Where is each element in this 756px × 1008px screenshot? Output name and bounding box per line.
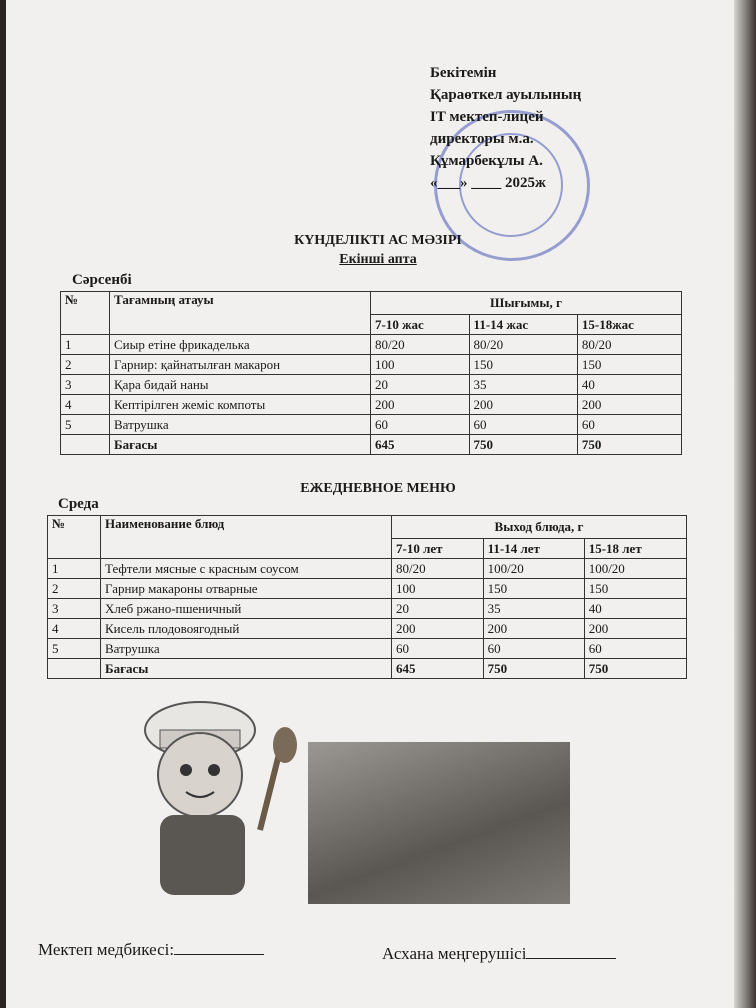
column-header-output: Шығымы, г (371, 292, 682, 315)
price-value: 750 (483, 659, 584, 679)
portion-value: 200 (392, 619, 484, 639)
signature-line (526, 944, 616, 959)
portion-value: 200 (469, 395, 577, 415)
price-row (48, 659, 687, 679)
row-number: 2 (48, 579, 101, 599)
table-row (61, 335, 682, 355)
table-row (48, 599, 687, 619)
price-value: 750 (577, 435, 681, 455)
rus-day-label: Среда (58, 496, 99, 512)
table-row (48, 559, 687, 579)
dish-name: Сиыр етіне фрикаделька (110, 335, 371, 355)
portion-value: 150 (577, 355, 681, 375)
price-value: 645 (392, 659, 484, 679)
price-value: 750 (469, 435, 577, 455)
food-products-photo (308, 742, 570, 904)
portion-value: 20 (371, 375, 470, 395)
table-header-row (48, 516, 687, 539)
approval-line: Бекітемін (430, 65, 497, 81)
portion-value: 40 (577, 375, 681, 395)
table-row (48, 579, 687, 599)
dish-name: Кисель плодовоягодный (101, 619, 392, 639)
approval-line: Қараөткел ауылының (430, 87, 582, 103)
portion-value: 80/20 (577, 335, 681, 355)
dish-name: Хлеб ржано-пшеничный (101, 599, 392, 619)
kaz-menu-table (60, 291, 682, 455)
price-label: Бағасы (101, 659, 392, 679)
row-number-empty (61, 435, 110, 455)
price-label: Бағасы (110, 435, 371, 455)
row-number-empty (48, 659, 101, 679)
portion-value: 60 (577, 415, 681, 435)
age-header: 15-18жас (577, 315, 681, 335)
nurse-signature-label: Мектеп медбикесі: (38, 940, 175, 959)
table-row (48, 639, 687, 659)
dish-name: Гарнир: қайнатылған макарон (110, 355, 371, 375)
dish-name: Ватрушка (101, 639, 392, 659)
table-header-row (61, 292, 682, 315)
age-header: 15-18 лет (584, 539, 686, 559)
approval-date: «___» ____ 2025ж (430, 175, 546, 191)
table-row (61, 355, 682, 375)
row-number: 3 (48, 599, 101, 619)
portion-value: 35 (469, 375, 577, 395)
column-header-number: № (48, 516, 101, 559)
dish-name: Тефтели мясные с красным соусом (101, 559, 392, 579)
portion-value: 150 (469, 355, 577, 375)
row-number: 3 (61, 375, 110, 395)
rus-menu-table (47, 515, 687, 679)
approval-line: Құмарбекұлы А. (430, 153, 543, 169)
row-number: 1 (61, 335, 110, 355)
row-number: 4 (48, 619, 101, 639)
portion-value: 200 (584, 619, 686, 639)
table-row (48, 619, 687, 639)
chef-boy-illustration (120, 690, 310, 900)
column-header-dish: Наименование блюд (101, 516, 392, 559)
portion-value: 20 (392, 599, 484, 619)
price-row (61, 435, 682, 455)
dish-name: Ватрушка (110, 415, 371, 435)
age-header: 7-10 лет (392, 539, 484, 559)
portion-value: 200 (371, 395, 470, 415)
row-number: 2 (61, 355, 110, 375)
portion-value: 200 (577, 395, 681, 415)
signature-line (174, 940, 264, 955)
row-number: 4 (61, 395, 110, 415)
dish-name: Гарнир макароны отварные (101, 579, 392, 599)
row-number: 5 (48, 639, 101, 659)
portion-value: 60 (392, 639, 484, 659)
kaz-day-label: Сәрсенбі (72, 272, 132, 288)
approval-block (430, 62, 581, 194)
portion-value: 100 (371, 355, 470, 375)
portion-value: 150 (483, 579, 584, 599)
canteen-signature-label: Асхана меңгерушісі (382, 944, 527, 963)
row-number: 5 (61, 415, 110, 435)
portion-value: 100/20 (584, 559, 686, 579)
canteen-signature-field (382, 944, 616, 964)
price-value: 645 (371, 435, 470, 455)
rus-menu-title: ЕЖЕДНЕВНОЕ МЕНЮ (300, 481, 456, 496)
portion-value: 200 (483, 619, 584, 639)
page-edge-shadow (734, 0, 756, 1008)
portion-value: 40 (584, 599, 686, 619)
portion-value: 60 (584, 639, 686, 659)
table-row (61, 395, 682, 415)
approval-line: IT мектеп-лицей (430, 109, 544, 125)
portion-value: 100/20 (483, 559, 584, 579)
portion-value: 150 (584, 579, 686, 599)
portion-value: 35 (483, 599, 584, 619)
age-header: 11-14 лет (483, 539, 584, 559)
age-header: 11-14 жас (469, 315, 577, 335)
kaz-menu-subtitle: Екінші апта (339, 252, 417, 267)
price-value: 750 (584, 659, 686, 679)
portion-value: 60 (483, 639, 584, 659)
nurse-signature-field (38, 940, 264, 960)
portion-value: 100 (392, 579, 484, 599)
portion-value: 80/20 (371, 335, 470, 355)
dish-name: Қара бидай наны (110, 375, 371, 395)
table-row (61, 375, 682, 395)
dish-name: Кептірілген жеміс компоты (110, 395, 371, 415)
portion-value: 80/20 (469, 335, 577, 355)
kaz-menu-title: КҮНДЕЛІКТІ АС МӘЗІРІ (294, 233, 462, 248)
portion-value: 60 (469, 415, 577, 435)
portion-value: 80/20 (392, 559, 484, 579)
age-header: 7-10 жас (371, 315, 470, 335)
approval-line: директоры м.а. (430, 131, 534, 147)
column-header-dish: Тағамның атауы (110, 292, 371, 335)
column-header-number: № (61, 292, 110, 335)
portion-value: 60 (371, 415, 470, 435)
table-row (61, 415, 682, 435)
row-number: 1 (48, 559, 101, 579)
column-header-output: Выход блюда, г (392, 516, 687, 539)
